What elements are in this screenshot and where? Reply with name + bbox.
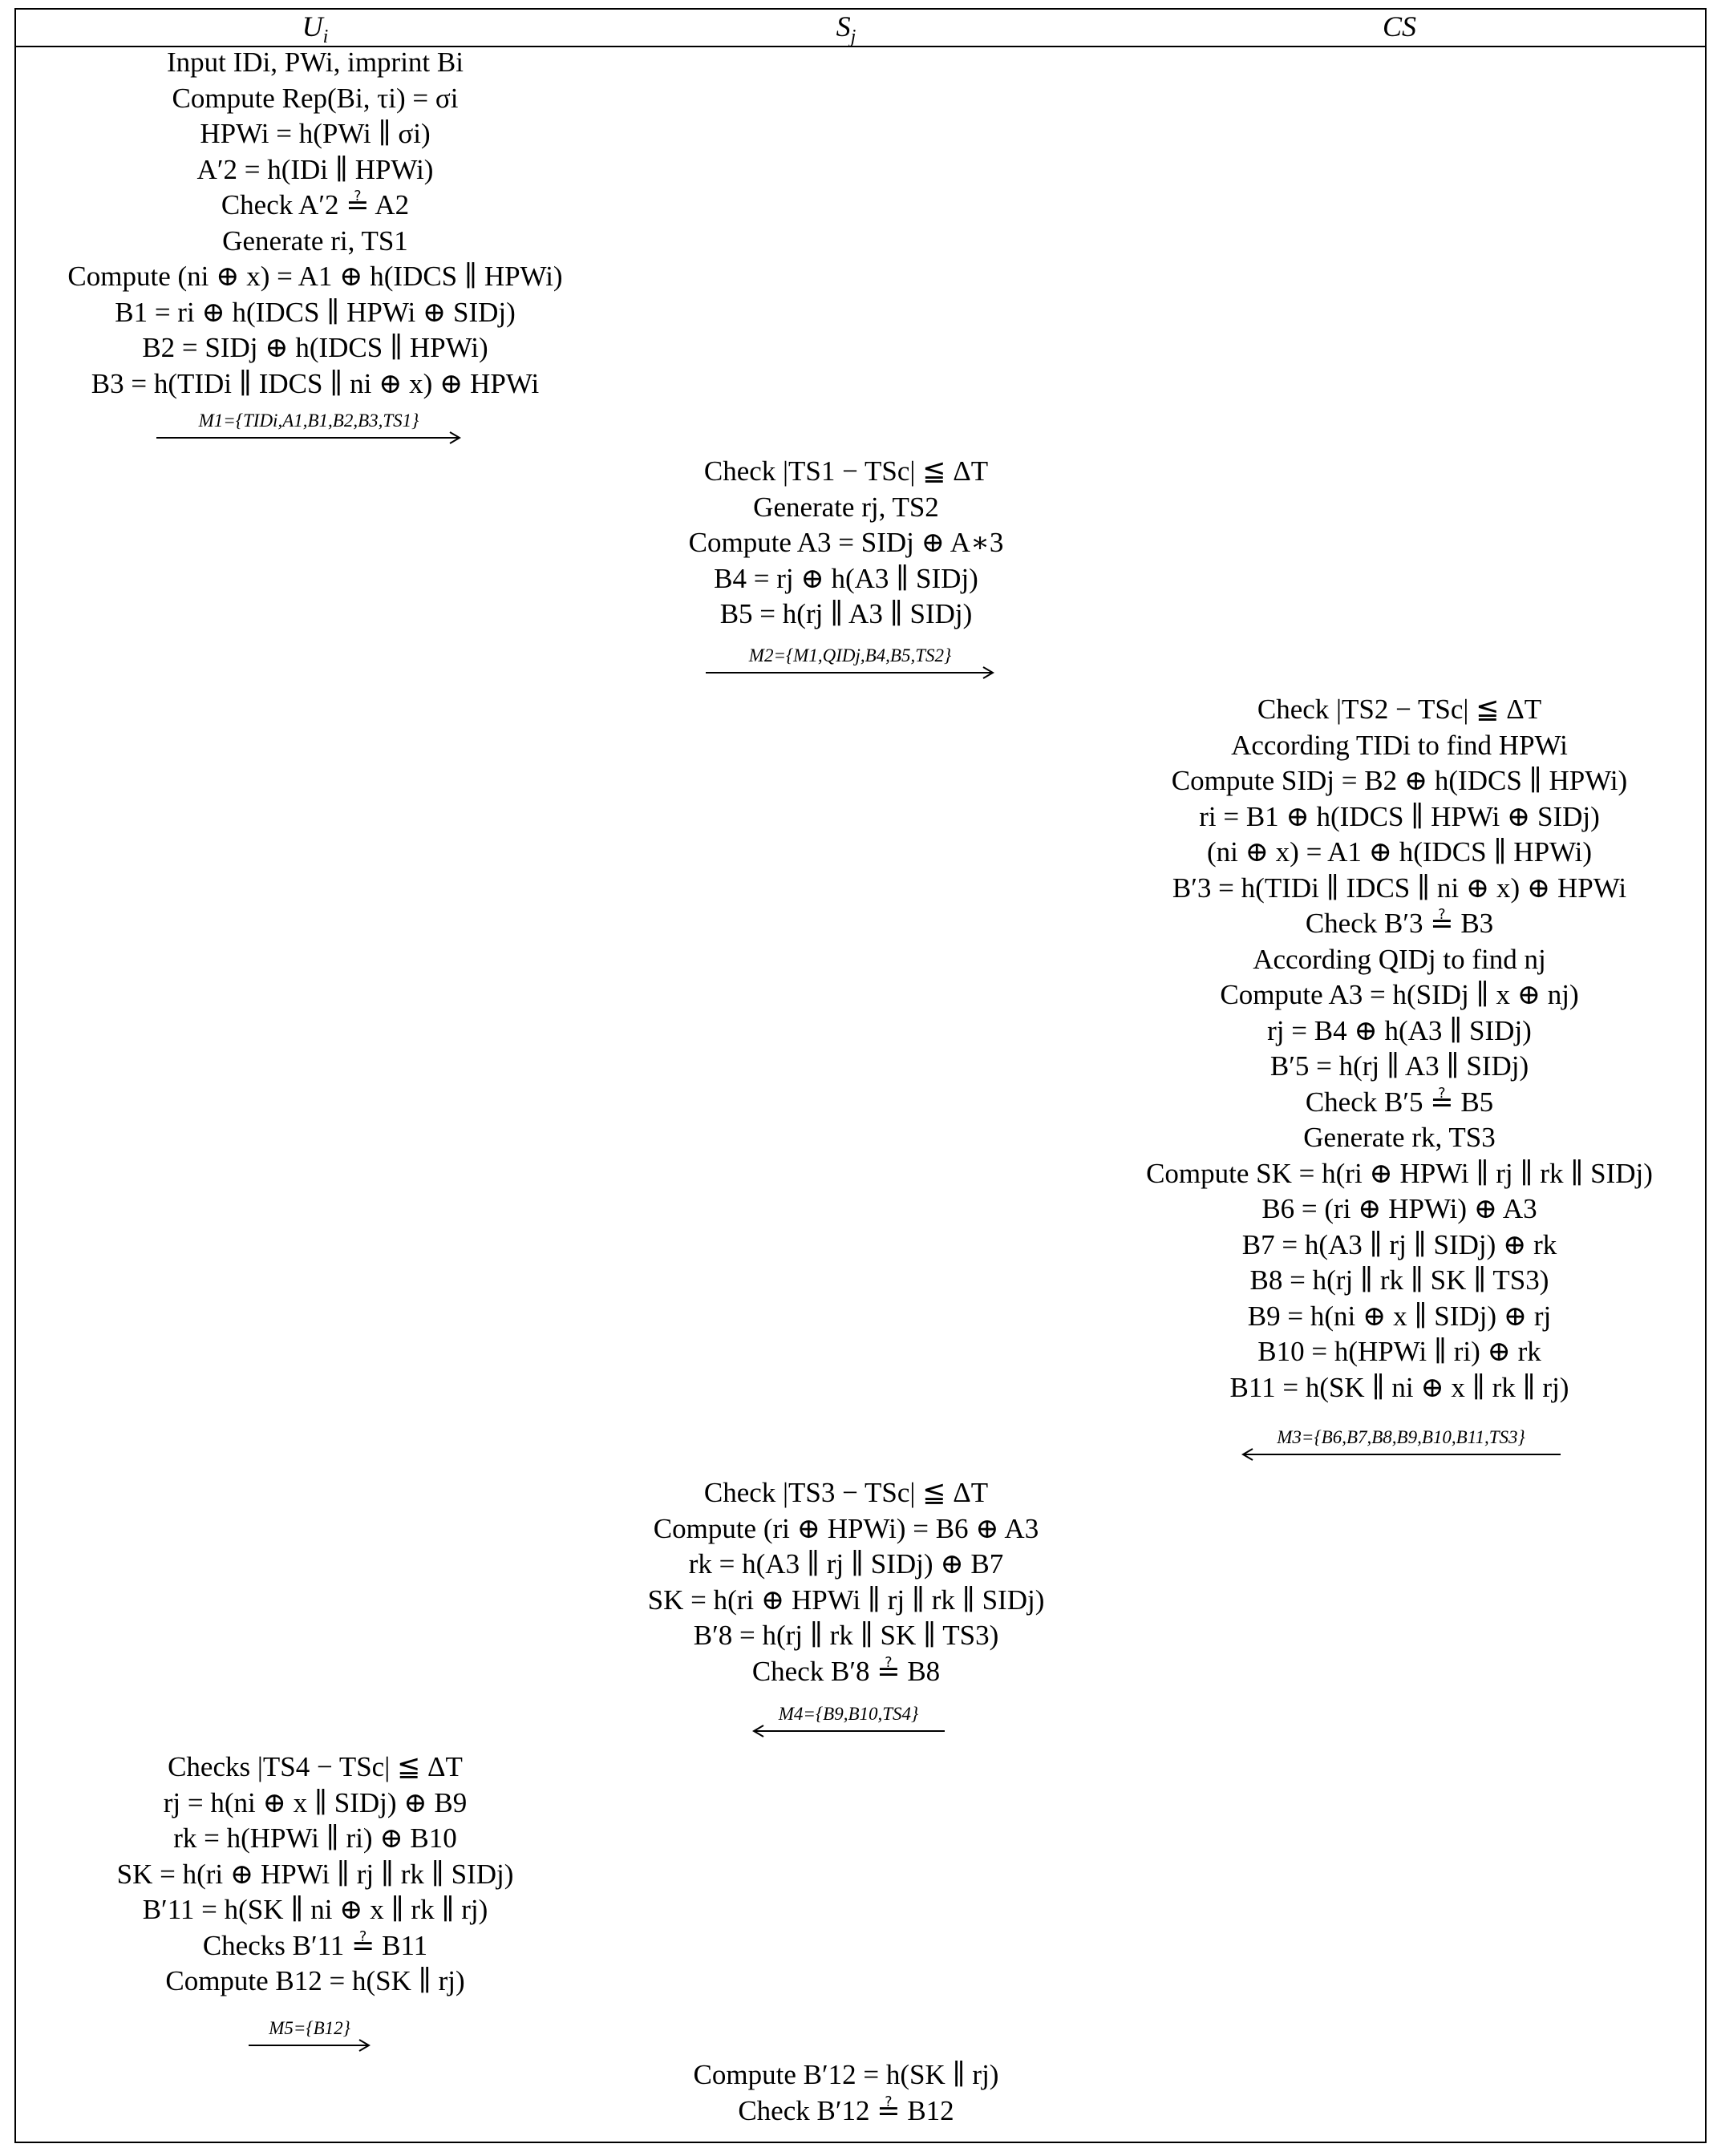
step-line: Compute A3 = SIDj ⊕ A∗3 <box>688 527 1004 558</box>
user-login-steps <box>14 45 616 402</box>
column-header-cs: CS <box>1382 10 1416 42</box>
step-line: Compute B′12 = h(SK ∥ rj) <box>693 2059 999 2090</box>
step-line: Compute (ri ⊕ HPWi) = B6 ⊕ A3 <box>653 1512 1039 1544</box>
column-header-server: $S_j$ <box>836 10 856 48</box>
step-line: B6 = (ri ⊕ HPWi) ⊕ A3 <box>1261 1193 1537 1224</box>
message-label: M5={B12} <box>269 2018 350 2038</box>
step-line: (ni ⊕ x) = A1 ⊕ h(IDCS ∥ HPWi) <box>1206 836 1593 868</box>
step-line: A′2 = h(IDi ∥ HPWi) <box>196 153 434 185</box>
step-line: B3 = h(TIDi ∥ IDCS ∥ ni ⊕ x) ⊕ HPWi <box>91 367 540 399</box>
step-line: Compute B12 = h(SK ∥ rj) <box>165 1965 465 1996</box>
step-line: SK = h(ri ⊕ HPWi ∥ rj ∥ rk ∥ SIDj) <box>647 1584 1045 1616</box>
cs-verify-steps <box>1091 692 1708 1406</box>
step-line: Checks |TS4 − TSc| ≦ ΔT <box>168 1751 463 1782</box>
step-line: Compute A3 = h(SIDj ∥ x ⊕ nj) <box>1220 979 1579 1010</box>
step-line: According TIDi to find HPWi <box>1231 729 1568 761</box>
message-label: M4={B9,B10,TS4} <box>778 1704 919 1724</box>
step-line: HPWi = h(PWi ∥ σi) <box>200 118 431 149</box>
message-m1 <box>156 411 461 443</box>
step-line: Generate ri, TS1 <box>222 224 408 257</box>
step-line: Compute SK = h(ri ⊕ HPWi ∥ rj ∥ rk ∥ SIDj) <box>1146 1157 1653 1189</box>
message-m3 <box>1241 1427 1561 1459</box>
message-m4 <box>752 1704 945 1736</box>
step-line: rk = h(HPWi ∥ ri) ⊕ B10 <box>173 1822 457 1854</box>
step-line: B′3 = h(TIDi ∥ IDCS ∥ ni ⊕ x) ⊕ HPWi <box>1172 872 1627 904</box>
column-header-user: $U_i$ <box>302 10 329 48</box>
step-line: B11 = h(SK ∥ ni ⊕ x ∥ rk ∥ rj) <box>1229 1371 1569 1403</box>
step-line: B1 = ri ⊕ h(IDCS ∥ HPWi ⊕ SIDj) <box>115 296 516 328</box>
step-line: B7 = h(A3 ∥ rj ∥ SIDj) ⊕ rk <box>1241 1228 1557 1260</box>
step-line: According QIDj to find nj <box>1253 943 1546 975</box>
arrow-left-icon <box>1241 1448 1561 1459</box>
step-line: Input IDi, PWi, imprint Bi <box>167 47 464 78</box>
step-line: Check B′3 ≟ B3 <box>1305 908 1494 939</box>
step-line: rj = B4 ⊕ h(A3 ∥ SIDj) <box>1267 1014 1532 1046</box>
arrow-right-icon <box>156 431 461 443</box>
server-verify-steps <box>593 454 1099 633</box>
server-final-steps <box>593 2057 1099 2129</box>
step-line: Check |TS1 − TSc| ≦ ΔT <box>703 455 989 487</box>
step-line: Check A′2 ≟ A2 <box>221 189 410 220</box>
message-m5 <box>249 2018 371 2050</box>
step-line: B′11 = h(SK ∥ ni ⊕ x ∥ rk ∥ rj) <box>142 1894 488 1925</box>
arrow-left-icon <box>752 1725 945 1736</box>
message-label: M2={M1,QIDj,B4,B5,TS2} <box>748 645 952 665</box>
step-line: B4 = rj ⊕ h(A3 ∥ SIDj) <box>714 562 978 594</box>
step-line: Check B′5 ≟ B5 <box>1305 1086 1494 1118</box>
step-line: ri = B1 ⊕ h(IDCS ∥ HPWi ⊕ SIDj) <box>1199 800 1600 832</box>
step-line: rk = h(A3 ∥ rj ∥ SIDj) ⊕ B7 <box>688 1548 1004 1580</box>
step-line: Compute Rep(Bi, τi) = σi <box>172 82 459 114</box>
step-line: Compute SIDj = B2 ⊕ h(IDCS ∥ HPWi) <box>1171 765 1628 796</box>
step-line: rj = h(ni ⊕ x ∥ SIDj) ⊕ B9 <box>163 1786 468 1818</box>
step-line: SK = h(ri ⊕ HPWi ∥ rj ∥ rk ∥ SIDj) <box>116 1858 514 1890</box>
step-line: B5 = h(rj ∥ A3 ∥ SIDj) <box>719 598 973 629</box>
step-line: Check |TS2 − TSc| ≦ ΔT <box>1257 694 1542 725</box>
step-line: B′5 = h(rj ∥ A3 ∥ SIDj) <box>1269 1050 1529 1082</box>
step-line: B′8 = h(rj ∥ rk ∥ SK ∥ TS3) <box>693 1620 999 1651</box>
step-line: Generate rk, TS3 <box>1303 1122 1496 1153</box>
step-line: Checks B′11 ≟ B11 <box>202 1929 428 1961</box>
server-key-steps <box>593 1475 1099 1689</box>
step-line: B9 = h(ni ⊕ x ∥ SIDj) ⊕ rj <box>1247 1300 1552 1332</box>
step-line: Compute (ni ⊕ x) = A1 ⊕ h(IDCS ∥ HPWi) <box>67 261 563 292</box>
message-label: M3={B6,B7,B8,B9,B10,B11,TS3} <box>1277 1427 1525 1447</box>
step-line: Check |TS3 − TSc| ≦ ΔT <box>703 1477 989 1508</box>
arrow-right-icon <box>249 2039 371 2050</box>
step-line: Check B′8 ≟ B8 <box>751 1655 941 1687</box>
step-line: Check B′12 ≟ B12 <box>738 2094 954 2126</box>
message-label: M1={TIDi,A1,B1,B2,B3,TS1} <box>198 411 419 431</box>
user-key-steps <box>14 1749 616 2000</box>
arrow-right-icon <box>706 666 994 678</box>
message-m2 <box>706 645 994 678</box>
step-line: B2 = SIDj ⊕ h(IDCS ∥ HPWi) <box>142 332 488 363</box>
step-line: Generate rj, TS2 <box>753 491 939 523</box>
step-line: B10 = h(HPWi ∥ ri) ⊕ rk <box>1257 1336 1541 1367</box>
step-line: B8 = h(rj ∥ rk ∥ SK ∥ TS3) <box>1249 1264 1549 1296</box>
